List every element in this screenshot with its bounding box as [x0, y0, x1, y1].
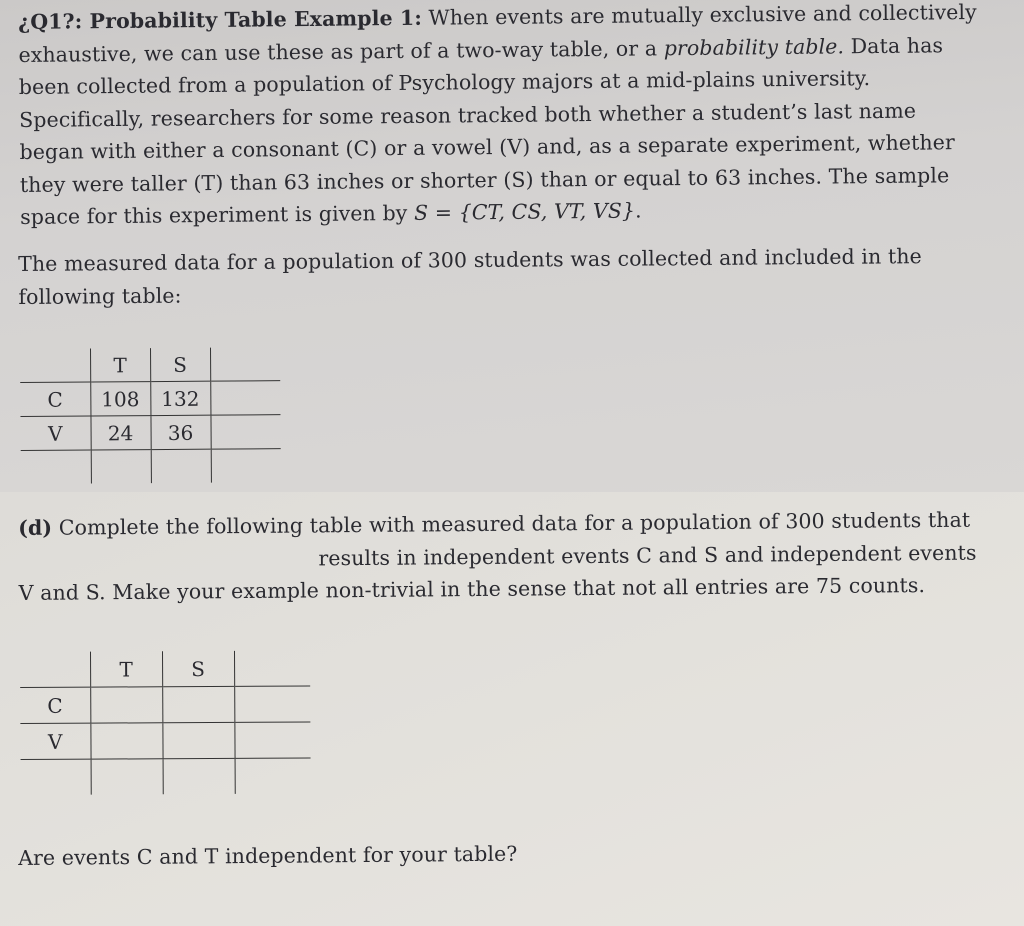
row-total-cell: [234, 722, 310, 758]
cell-cs: 132: [150, 381, 210, 415]
corner-cell: [20, 349, 90, 383]
row-label-c: C: [20, 382, 90, 416]
table-totals-row: [21, 449, 281, 484]
row-label-v: V: [20, 723, 90, 759]
cell-ct: 108: [90, 382, 150, 416]
total-s-cell: [163, 758, 235, 794]
column-header-s: S: [150, 348, 210, 382]
row-label-c: C: [20, 687, 90, 723]
total-t-cell: [91, 759, 163, 795]
intro-paragraph: [18, 0, 980, 233]
sample-space-formula: S = {CT, CS, VT, VS}: [413, 198, 636, 225]
table-header-row: [20, 650, 310, 687]
part-d-label: (d): [18, 515, 53, 540]
total-t-cell: [91, 450, 151, 484]
intro-text-c: .: [634, 198, 642, 223]
cell-vs-blank[interactable]: [162, 722, 234, 758]
probability-table-term: probability table.: [663, 33, 845, 60]
cell-vt-blank[interactable]: [90, 723, 162, 759]
measured-probability-table: [20, 347, 281, 484]
row-label-v: V: [20, 416, 90, 450]
part-d-paragraph: [18, 503, 1009, 609]
cell-vs: 36: [150, 415, 210, 449]
table-row: [20, 415, 280, 451]
cell-vt: 24: [90, 416, 150, 450]
intro-text-a: When events are mutually exclusive and collectively exhaustive, we can use these as part of a two-way table, or a: [18, 0, 977, 67]
grand-total-cell: [211, 449, 281, 483]
total-s-cell: [151, 449, 211, 483]
cell-ct-blank[interactable]: [90, 687, 162, 723]
table-row: [20, 686, 310, 724]
row-total-cell: [234, 686, 310, 722]
grand-total-cell: [235, 758, 311, 794]
totals-label-cell: [21, 759, 91, 795]
cell-cs-blank[interactable]: [162, 686, 234, 722]
column-header-t: T: [90, 348, 150, 382]
measured-data-paragraph: The measured data for a population of 300 students was collected and included in the following table:: [18, 244, 922, 309]
independence-question: Are events C and T independent for your table?: [18, 841, 518, 870]
table-totals-row: [21, 758, 311, 795]
intro-text-b: Data has been collected from a population of Psychology majors at a mid-plains university. Specifically, researchers for some reason tracked both whether a student’s last name began with either a consonant (C) or a vowel (V) and, as a separate experiment, whether they were taller (T) than 63 inches or shorter (S) than or equal to 63 inches. The sample space for this experiment is given by: [18, 32, 955, 229]
totals-label-cell: [21, 450, 91, 484]
column-header-s: S: [162, 651, 234, 687]
corner-cell: [20, 652, 90, 688]
part-d-line3: V and S. Make your example non-trivial in the sense that not all entries are 75 counts.: [18, 573, 926, 605]
row-total-cell: [210, 415, 280, 449]
table-header-row: [20, 347, 280, 382]
completion-probability-table: [20, 650, 311, 795]
header-spacer-cell: [210, 347, 280, 381]
question-label: ¿Q1?: Probability Table Example 1:: [18, 5, 423, 34]
header-spacer-cell: [234, 650, 310, 686]
part-d-line1: Complete the following table with measured data for a population of 300 students that: [52, 507, 971, 540]
part-d-line2: results in independent events C and S and independent events: [318, 540, 977, 570]
column-header-t: T: [90, 651, 162, 687]
row-total-cell: [210, 381, 280, 415]
table-row: [20, 381, 280, 417]
table-row: [20, 722, 310, 760]
